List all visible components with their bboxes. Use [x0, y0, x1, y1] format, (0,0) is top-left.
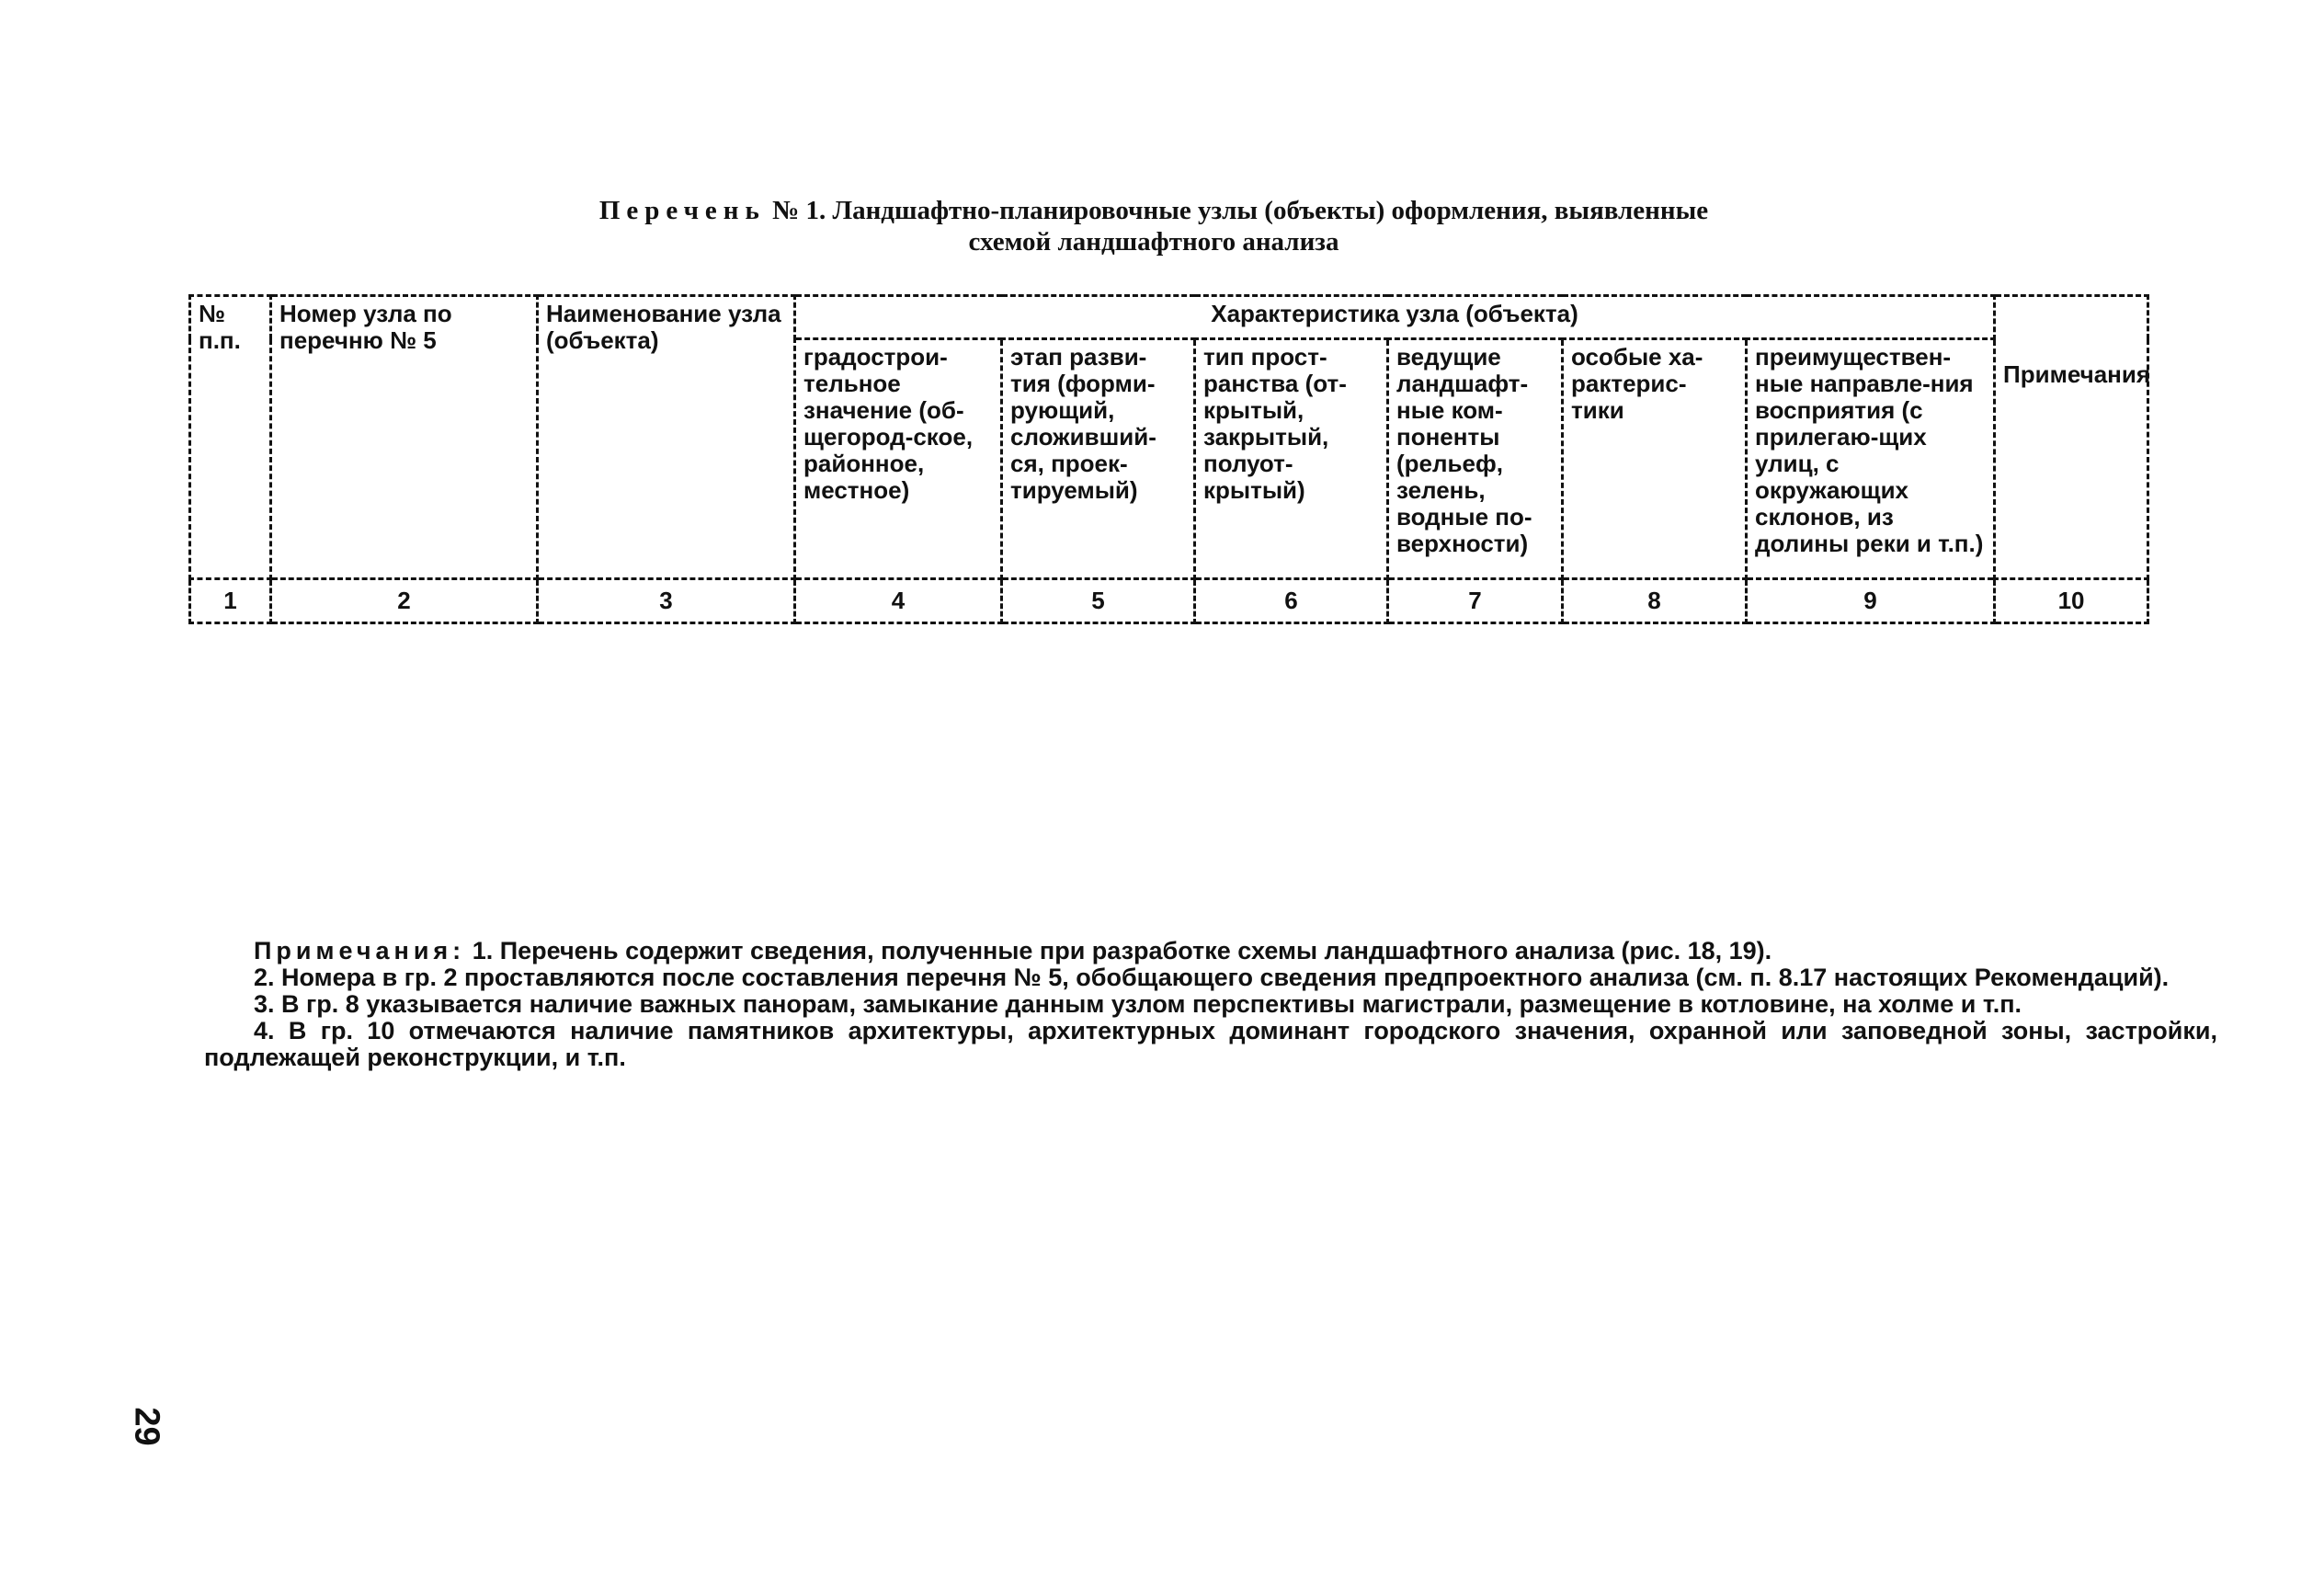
note-2: 2. Номера в гр. 2 проставляются после составления перечня № 5, обобщающего сведения предпроектного анализа (см. п. 8.17 настоящих Рекомендаций). [254, 964, 2170, 991]
title-line-1: № 1. Ландшафтно-планировочные узлы (объекты) оформления, выявленные [772, 196, 1709, 225]
page-number: 29 [127, 1407, 166, 1446]
notes-lead: Примечания: [254, 937, 466, 964]
header-number: № п.п. [190, 296, 271, 579]
column-number: 9 [1747, 579, 1995, 623]
column-number: 6 [1195, 579, 1388, 623]
list-title [386, 195, 1921, 257]
column-number: 8 [1563, 579, 1747, 623]
column-number: 10 [1995, 579, 2148, 623]
note-3: 3. В гр. 8 указывается наличие важных панорам, замыкание данным узлом перспективы магистрали, размещение в котловине, на холме и т.п. [254, 990, 2022, 1018]
header-landscape-components: ведущие ландшафт-ные ком-поненты (рельеф, зелень, водные по-верхности) [1388, 339, 1563, 579]
header-node-name: Наименование узла (объекта) [538, 296, 795, 579]
header-node-number: Номер узла по перечню № 5 [271, 296, 538, 579]
header-urban-significance: градострои-тельное значение (об-щегород-ское, районное, местное) [795, 339, 1002, 579]
header-special-features: особые ха-рактерис-тики [1563, 339, 1747, 579]
header-perception-directions: преимуществен-ные направле-ния восприятия (с прилегаю-щих улиц, с окружающих склонов, из долины реки и т.п.) [1747, 339, 1995, 579]
title-lead: Перечень [598, 196, 766, 225]
header-notes: Примечания [1995, 296, 2148, 579]
column-number: 4 [795, 579, 1002, 623]
title-line-2: схемой ландшафтного анализа [968, 227, 1339, 257]
header-development-stage: этап разви-тия (форми-рующий, сложивший-ся, проек-тируемый) [1002, 339, 1195, 579]
notes-block [204, 938, 2217, 1071]
column-number-row [190, 579, 2148, 623]
column-number: 3 [538, 579, 795, 623]
note-4: 4. В гр. 10 отмечаются наличие памятников архитектуры, архитектурных доминант городского значения, охранной или заповедной зоны, застройки, подлежащей реконструкции, и т.п. [204, 1017, 2217, 1071]
column-number: 7 [1388, 579, 1563, 623]
header-space-type: тип прост-ранства (от-крытый, закрытый, полуот-крытый) [1195, 339, 1388, 579]
header-characteristics-group: Характеристика узла (объекта) [795, 296, 1995, 339]
column-number: 5 [1002, 579, 1195, 623]
nodes-table [188, 294, 2149, 624]
column-number: 1 [190, 579, 271, 623]
column-number: 2 [271, 579, 538, 623]
note-1: 1. Перечень содержит сведения, полученные при разработке схемы ландшафтного анализа (рис. 18, 19). [472, 937, 1772, 964]
